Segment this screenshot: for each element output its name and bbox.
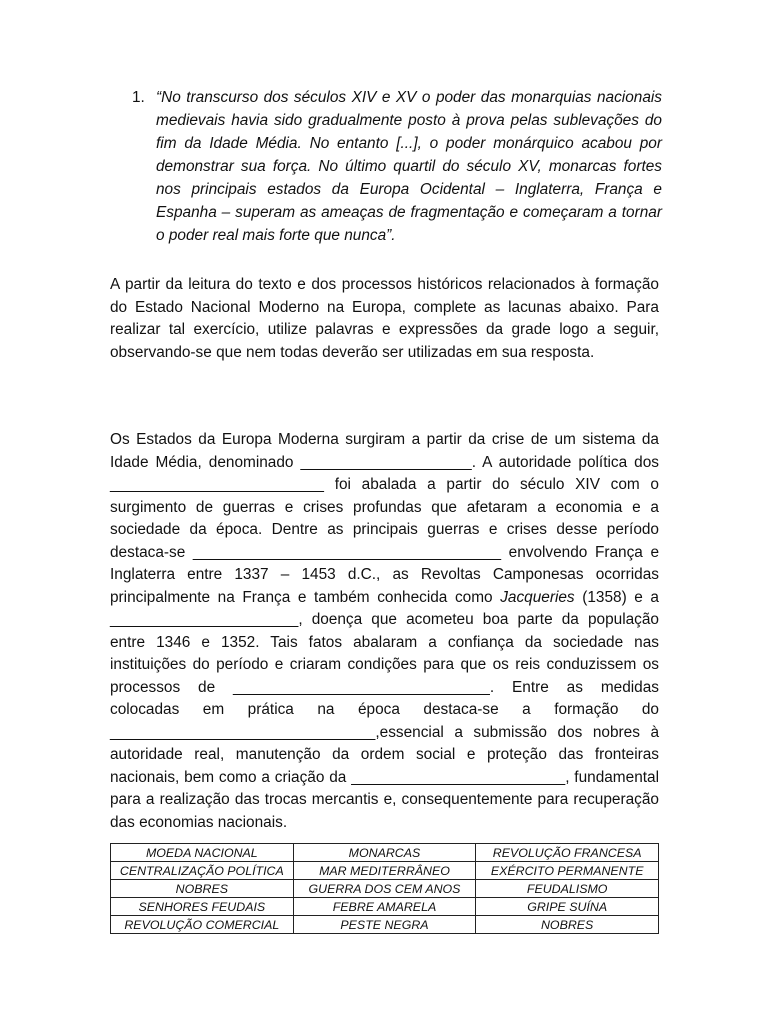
table-cell: EXÉRCITO PERMANENTE [476, 862, 659, 880]
table-row [111, 898, 659, 916]
table-row [111, 916, 659, 934]
blank-2: _________________________ [110, 476, 324, 493]
table-cell: SENHORES FEUDAIS [111, 898, 294, 916]
fill-in-paragraph [110, 429, 659, 834]
blank-7: _________________________ [351, 768, 566, 786]
text-segment: envolvendo França e Inglaterra entre 1337 – 1453 d.C., as Revoltas Camponesas ocorridas principalmente na França e também conhecida como [110, 543, 660, 606]
table-cell: NOBRES [476, 916, 659, 934]
text-segment: Os Estados da Europa Moderna surgiram a partir da crise de um sistema da Idade Média, denominado [110, 431, 659, 471]
text-segment: foi abalada a partir do século XIV com o surgimento de guerras e crises profundas que afetaram a economia e a sociedade da época. Dentre as principais guerras e crises desse período destaca-se [110, 476, 659, 561]
question-quote: “No transcurso dos séculos XIV e XV o poder das monarquias nacionais medievais havia sido gradualmente posto à prova pelas sublevações do fim da Idade Média. No entanto [...], o poder monárquico acabou por demonstrar sua força. No último quartil do século XV, monarcas fortes nos principais estados da Europa Ocidental – Inglaterra, França e Espanha – superam as ameaças de fragmentação e começaram a tornar o poder real mais forte que nunca”. [156, 89, 662, 244]
table-cell: REVOLUÇÃO COMERCIAL [111, 916, 294, 934]
table-cell: MONARCAS [293, 844, 476, 862]
table-row [111, 862, 659, 880]
table-cell: GRIPE SUÍNA [476, 898, 659, 916]
table-cell: NOBRES [111, 880, 294, 898]
text-segment: . Entre as medidas colocadas em prática na época destaca-se a formação do [110, 678, 659, 718]
italic-term: Jacqueries [500, 588, 575, 606]
word-bank-table [110, 843, 659, 934]
text-segment: . A autoridade política dos [471, 453, 659, 471]
instructions-paragraph: A partir da leitura do texto e dos processos históricos relacionados à formação do Estado Nacional Moderno na Europa, complete as lacunas abaixo. Para realizar tal exercício, utilize palavras e expressões da grade logo a seguir, observando-se que nem todas deverão ser utilizadas em sua resposta. [110, 276, 659, 361]
blank-3: ____________________________________ [192, 543, 502, 561]
table-cell: FEBRE AMARELA [293, 898, 476, 916]
blank-6: _______________________________ [110, 723, 376, 741]
table-row [111, 880, 659, 898]
blank-1: ____________________ [300, 453, 472, 471]
text-segment: (1358) e a [574, 588, 659, 606]
text-segment: , doença que acometeu boa parte da população entre 1346 e 1352. Tais fatos abalaram a confiança da sociedade nas instituições do período e criaram condições para que os reis conduzissem os processos de [110, 611, 659, 696]
table-cell: PESTE NEGRA [293, 916, 476, 934]
table-cell: GUERRA DOS CEM ANOS [293, 880, 476, 898]
question-number: 1. [132, 89, 145, 106]
table-cell: REVOLUÇÃO FRANCESA [476, 844, 659, 862]
table-cell: CENTRALIZAÇÃO POLÍTICA [111, 862, 294, 880]
table-cell: MOEDA NACIONAL [111, 844, 294, 862]
table-row [111, 844, 659, 862]
text-segment: ,essencial a submissão dos nobres à autoridade real, manutenção da ordem social e proteção das fronteiras nacionais, bem como a criação da [110, 723, 659, 786]
table-cell: MAR MEDITERRÂNEO [293, 862, 476, 880]
table-cell: FEUDALISMO [476, 880, 659, 898]
question-1 [132, 86, 662, 247]
blank-4: ______________________ [110, 611, 299, 628]
text-segment: , fundamental para a realização das trocas mercantis e, consequentemente para recuperação das economias nacionais. [110, 768, 660, 831]
blank-5: ______________________________ [233, 678, 490, 696]
